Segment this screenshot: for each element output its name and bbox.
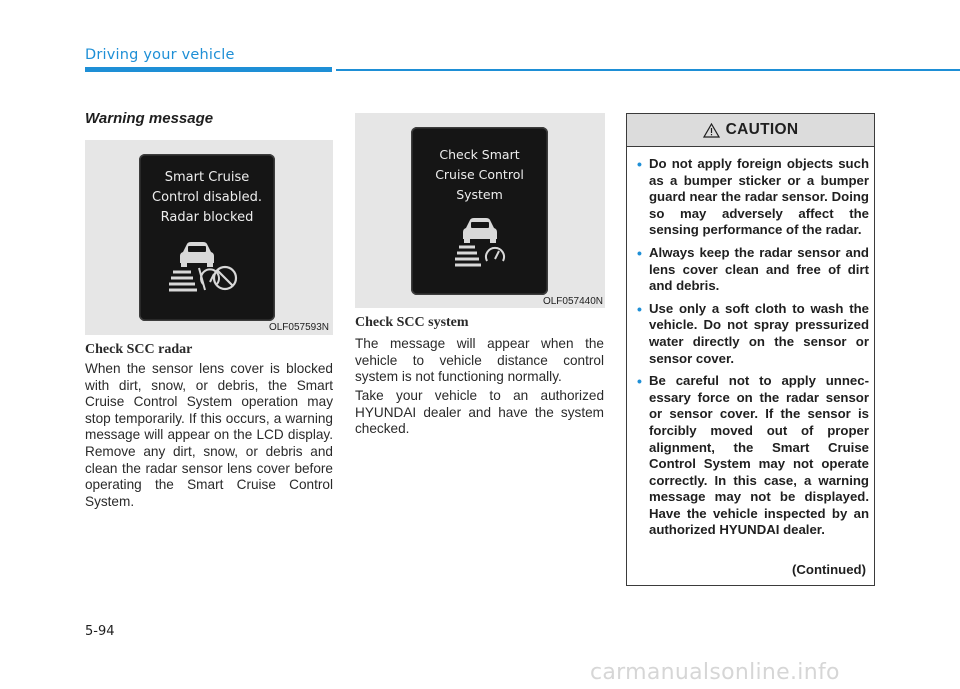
check-system-title: Check SCC system bbox=[355, 315, 469, 330]
caution-item: • Do not apply foreign objects such as a bumper sticker or a bumper guard near the radar sensor. Doing so may adversely affect the sensing performance of the radar. bbox=[637, 156, 869, 238]
scc-check-icon bbox=[455, 215, 507, 267]
continued-label: (Continued) bbox=[792, 562, 866, 577]
radar-blocked-icon bbox=[169, 238, 243, 296]
warning-triangle-icon bbox=[703, 123, 720, 138]
page-number: 5-94 bbox=[85, 624, 115, 639]
caution-item: • Always keep the radar sensor and lens cover clean and free of dirt and debris. bbox=[637, 244, 869, 294]
bullet-icon: • bbox=[637, 244, 642, 261]
section-heading: Warning message bbox=[85, 110, 214, 127]
bullet-icon: • bbox=[637, 156, 642, 172]
check-radar-title: Check SCC radar bbox=[85, 342, 193, 357]
caution-item: • Use only a soft cloth to wash the vehicle. Do not spray pressurized water directly on the sensor or sensor cover. bbox=[637, 300, 869, 366]
check-radar-body: When the sensor lens cover is blocked with dirt, snow, or debris, the Smart Cruise Control System operation may stop temporarily. If this occurs, a warning message will appear on the LCD display. Remove any dirt, snow, or debris and clean the radar sensor lens cover before operating the Smart Cruise Control System. bbox=[85, 361, 333, 509]
check-system-paragraph: Take your vehicle to an authorized HYUNDAI dealer and have the system checked. bbox=[355, 388, 604, 437]
bullet-icon: • bbox=[637, 300, 642, 317]
figure-check-scc-system bbox=[355, 113, 605, 308]
lcd-message: Check Smart Cruise Control System bbox=[435, 147, 524, 202]
header-rule-thin bbox=[336, 69, 960, 71]
watermark: carmanualsonline.info bbox=[590, 660, 840, 685]
figure-code: OLF057593N bbox=[268, 322, 329, 333]
header-rule-thick bbox=[85, 67, 332, 72]
caution-header bbox=[627, 114, 874, 147]
check-system-paragraph: The message will appear when the vehicle to vehicle distance control system is not functioning normally. bbox=[355, 336, 604, 385]
bullet-icon: • bbox=[637, 373, 642, 390]
figure-code: OLF057440N bbox=[542, 296, 603, 307]
lcd-message: Smart Cruise Control disabled. Radar blocked bbox=[152, 170, 262, 225]
caution-list bbox=[637, 156, 869, 545]
caution-item: • Be careful not to apply unnecessary force on the radar sensor or sensor cover. If the sensor is forcibly moved out of proper alignment, the Smart Cruise Control System may not operate correctly. In this case, a warning message may not be displayed. Have the vehicle inspected by an authorized HYUNDAI dealer. bbox=[637, 373, 869, 538]
section-title: Driving your vehicle bbox=[85, 47, 235, 63]
lcd-display bbox=[411, 127, 548, 295]
caution-title: CAUTION bbox=[725, 121, 799, 138]
lcd-display bbox=[139, 154, 275, 321]
caution-box bbox=[626, 113, 875, 586]
figure-radar-blocked bbox=[85, 140, 333, 335]
